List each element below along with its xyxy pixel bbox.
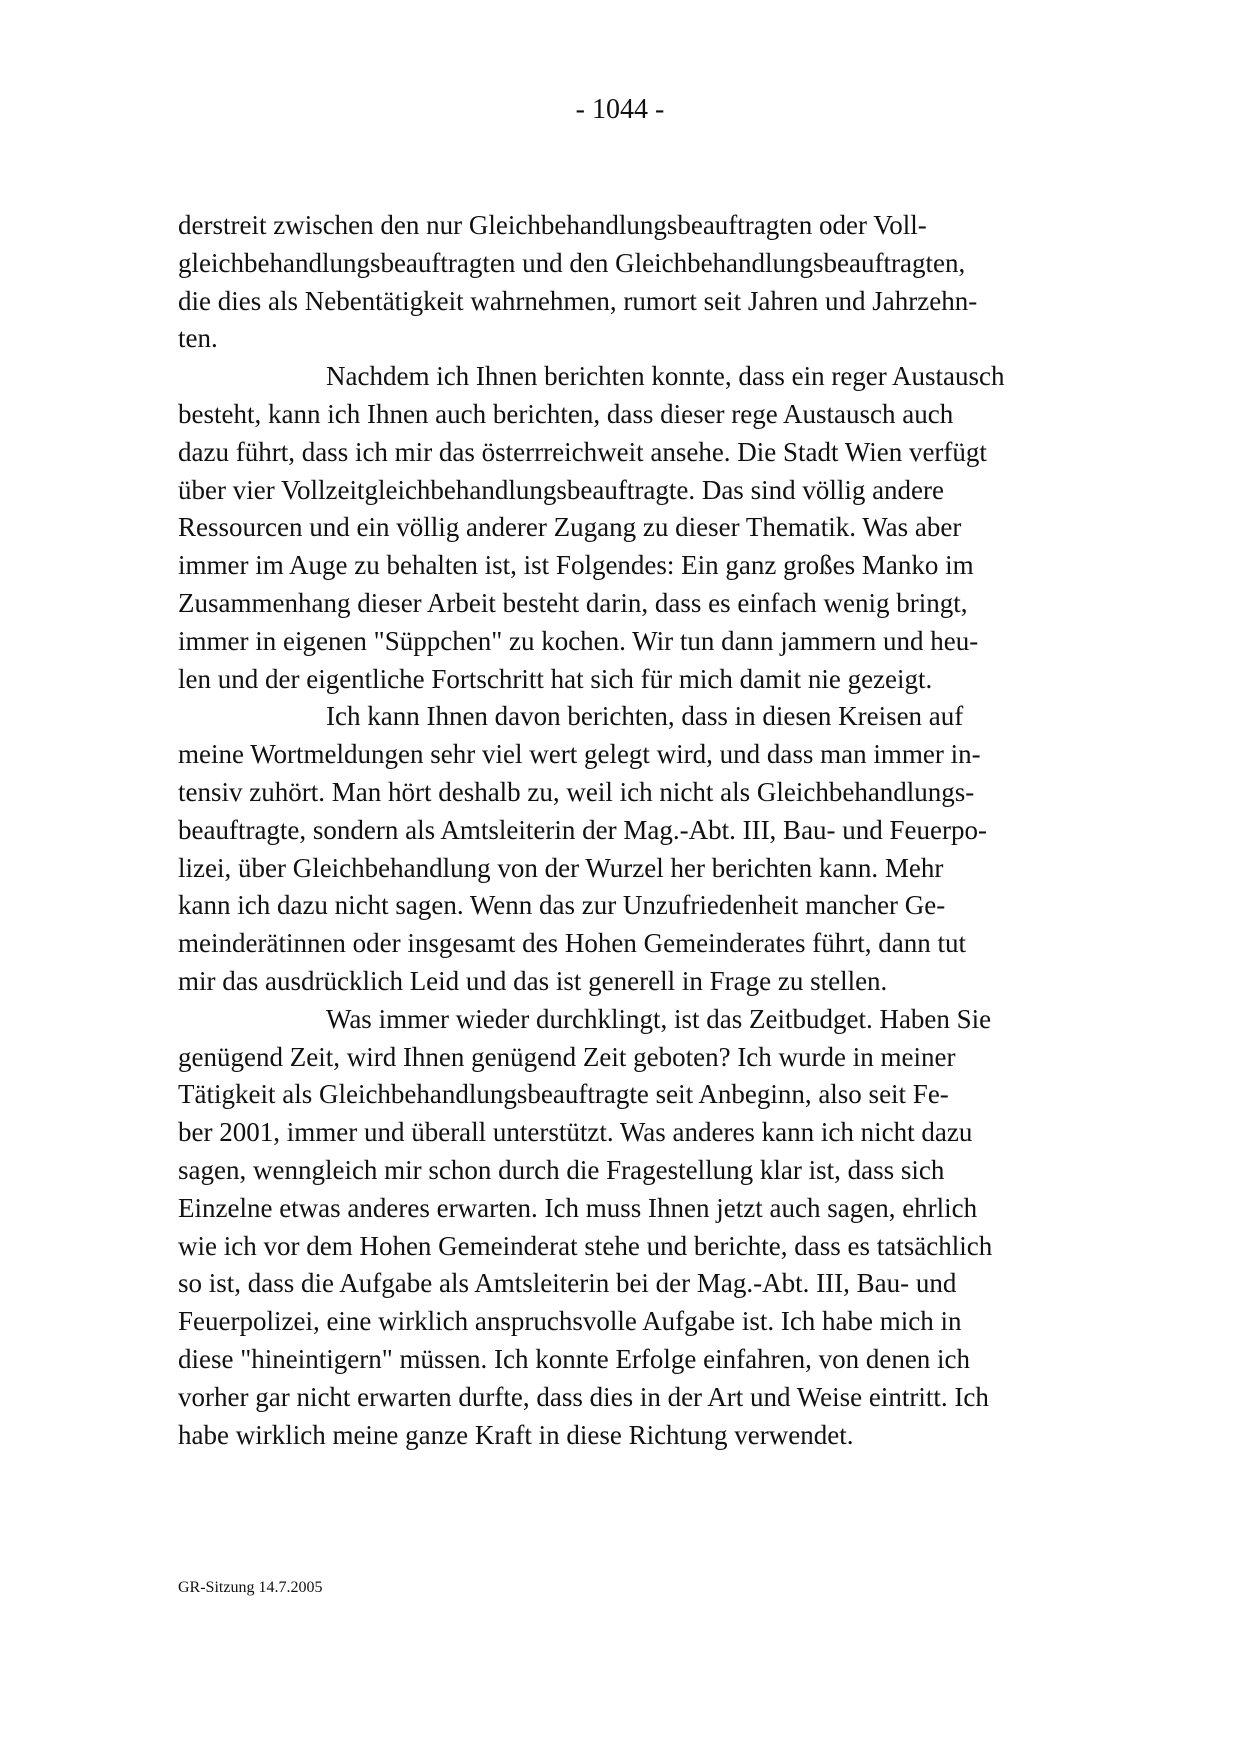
text-line: Ressourcen und ein völlig anderer Zugang zu dieser Thematik. Was aber bbox=[178, 512, 962, 543]
text-line: besteht, kann ich Ihnen auch berichten, dass dieser rege Austausch auch bbox=[178, 398, 954, 429]
text-line: ten. bbox=[178, 323, 218, 354]
paragraph-first-line: Nachdem ich Ihnen berichten konnte, dass ein reger Austausch bbox=[326, 361, 1005, 392]
text-line: meinderätinnen oder insgesamt des Hohen Gemeinderates führt, dann tut bbox=[178, 928, 967, 959]
body-text bbox=[178, 207, 1068, 1454]
text-line: tensiv zuhört. Man hört deshalb zu, weil ich nicht als Gleichbehandlungs- bbox=[178, 776, 975, 807]
text-line: derstreit zwischen den nur Gleichbehandlungsbeauftragten oder Voll- bbox=[178, 210, 927, 240]
text-line: len und der eigentliche Fortschritt hat sich für mich damit nie gezeigt. bbox=[178, 663, 933, 694]
text-line: Zusammenhang dieser Arbeit besteht darin, dass es einfach wenig bringt, bbox=[178, 587, 968, 618]
text-line: die dies als Nebentätigkeit wahrnehmen, rumort seit Jahren und Jahrzehn- bbox=[178, 285, 978, 316]
text-line: vorher gar nicht erwarten durfte, dass dies in der Art und Weise eintritt. Ich bbox=[178, 1381, 989, 1412]
text-line: Feuerpolizei, eine wirklich anspruchsvolle Aufgabe ist. Ich habe mich in bbox=[178, 1306, 962, 1337]
text-line: gleichbehandlungsbeauftragten und den Gleichbehandlungsbeauftragten, bbox=[178, 247, 966, 278]
text-line: genügend Zeit, wird Ihnen genügend Zeit geboten? Ich wurde in meiner bbox=[178, 1041, 956, 1072]
text-line: immer im Auge zu behalten ist, ist Folgendes: Ein ganz großes Manko im bbox=[178, 550, 974, 581]
text-line: Tätigkeit als Gleichbehandlungsbeauftragte seit Anbeginn, also seit Fe- bbox=[178, 1079, 949, 1110]
text-line: Einzelne etwas anderes erwarten. Ich muss Ihnen jetzt auch sagen, ehrlich bbox=[178, 1192, 978, 1223]
text-line: über vier Vollzeitgleichbehandlungsbeauftragte. Das sind völlig andere bbox=[178, 474, 945, 505]
text-line: ber 2001, immer und überall unterstützt. Was anderes kann ich nicht dazu bbox=[178, 1117, 973, 1148]
text-line: mir das ausdrücklich Leid und das ist generell in Frage zu stellen. bbox=[178, 965, 888, 996]
text-line: beauftragte, sondern als Amtsleiterin der Mag.-Abt. III, Bau- und Feuerpo- bbox=[178, 814, 988, 845]
text-line: diese "hineintigern" müssen. Ich konnte Erfolge einfahren, von denen ich bbox=[178, 1343, 971, 1374]
paragraph-first-line: Ich kann Ihnen davon berichten, dass in diesen Kreisen auf bbox=[326, 701, 964, 732]
text-line: habe wirklich meine ganze Kraft in diese Richtung verwendet. bbox=[178, 1419, 854, 1450]
text-line: sagen, wenngleich mir schon durch die Fragestellung klar ist, dass sich bbox=[178, 1154, 945, 1185]
text-line: immer in eigenen "Süppchen" zu kochen. Wir tun dann jammern und heu- bbox=[178, 625, 979, 656]
text-line: wie ich vor dem Hohen Gemeinderat stehe und berichte, dass es tatsächlich bbox=[178, 1230, 993, 1261]
text-line: kann ich dazu nicht sagen. Wenn das zur Unzufriedenheit mancher Ge- bbox=[178, 890, 946, 921]
text-line: meine Wortmeldungen sehr viel wert gelegt wird, und dass man immer in- bbox=[178, 739, 981, 770]
page-number: - 1044 - bbox=[575, 94, 665, 125]
text-line: so ist, dass die Aufgabe als Amtsleiterin bei der Mag.-Abt. III, Bau- und bbox=[178, 1268, 957, 1299]
text-line: lizei, über Gleichbehandlung von der Wurzel her berichten kann. Mehr bbox=[178, 852, 944, 883]
paragraph-first-line: Was immer wieder durchklingt, ist das Zeitbudget. Haben Sie bbox=[326, 1003, 992, 1034]
text-line: dazu führt, dass ich mir das österrreichweit ansehe. Die Stadt Wien verfügt bbox=[178, 436, 987, 467]
footer-session-date: GR-Sitzung 14.7.2005 bbox=[178, 1579, 323, 1596]
